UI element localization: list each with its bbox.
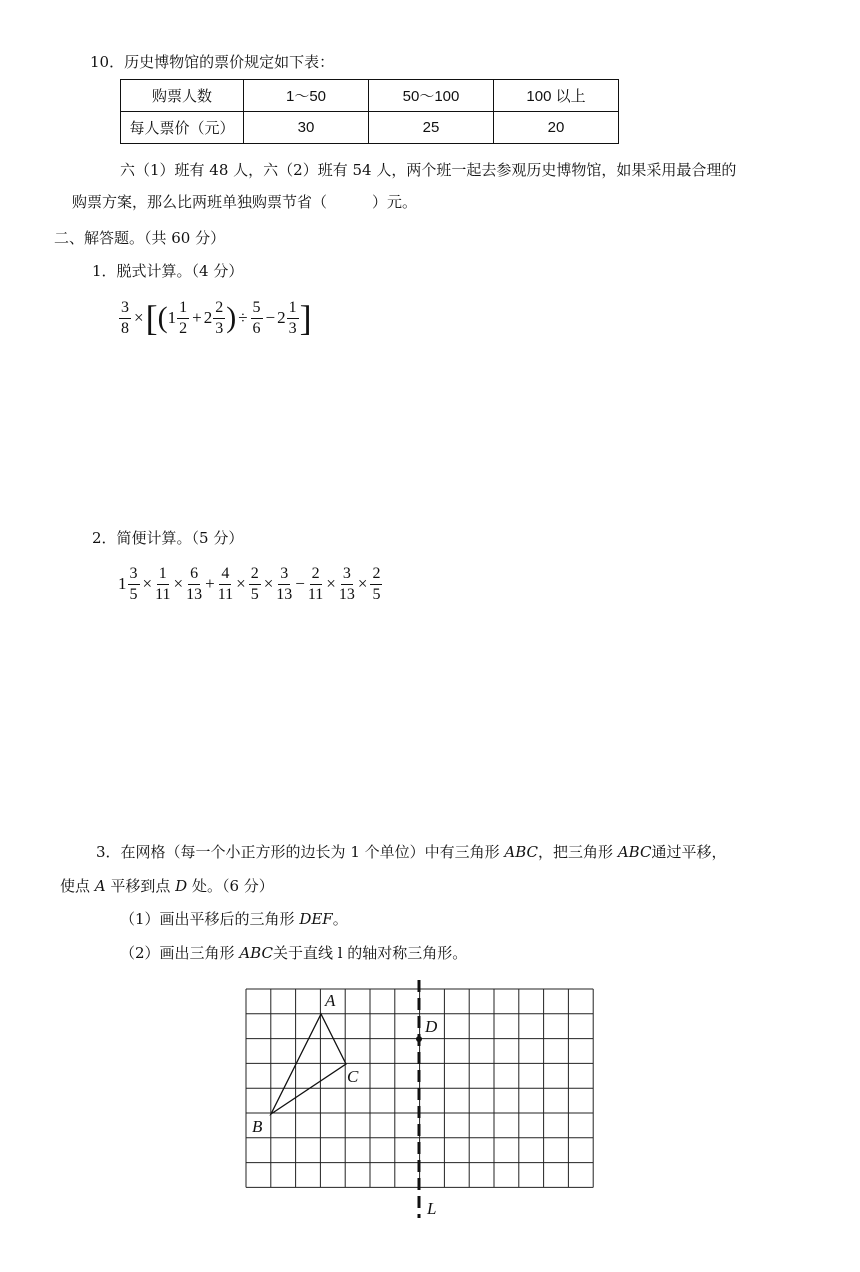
fraction: $\frac{1}{3}$: [288, 298, 297, 337]
q10-text-line1: 六（1）班有 48 人，六（2）班有 54 人，两个班一起去参观历史博物馆，如果采用最合理的: [120, 161, 737, 179]
fraction: $\frac{4}{11}$: [217, 564, 234, 603]
q3-sub2: （2）画出三角形 ABC关于直线 l 的轴对称三角形。: [120, 944, 468, 962]
q10-text-line2: 购票方案，那么比两班单独购票节省（ ）元。: [72, 193, 418, 211]
fraction: $\frac{5}{6}$: [252, 298, 261, 337]
table-cell: 50～100: [369, 80, 494, 112]
label-l: L: [427, 1199, 437, 1218]
fraction: $\frac{2}{5}$: [250, 564, 259, 603]
fraction: $\frac{1}{11}$: [155, 564, 171, 603]
q3-text-line1: 3．在网格（每一个小正方形的边长为 1 个单位）中有三角形 ABC，把三角形 ABC通过平移，: [96, 843, 727, 861]
fraction: $\frac{3}{13}$: [276, 564, 293, 603]
fraction: $\frac{2}{11}$: [307, 564, 324, 603]
label-c: C: [347, 1067, 359, 1086]
fraction: $\frac{1}{2}$: [179, 298, 188, 337]
fraction: $\frac{3}{5}$: [129, 564, 138, 603]
fraction: $\frac{3}{13}$: [338, 564, 355, 603]
table-cell: 25: [369, 112, 494, 144]
grid-lines: [246, 989, 593, 1187]
q3-text-line2: 使点 A 平移到点 D 处。（6 分）: [60, 877, 274, 895]
triangle-abc: [271, 1014, 346, 1114]
fraction: $\frac{6}{13}$: [186, 564, 203, 603]
point-d: [416, 1036, 422, 1042]
label-b: B: [252, 1117, 263, 1136]
table-row: [121, 112, 619, 144]
ticket-price-table: [120, 79, 619, 144]
table-cell: 20: [494, 112, 619, 144]
table-cell: 每人票价（元）: [121, 112, 244, 144]
section-title: 二、解答题。（共 60 分）: [54, 229, 226, 247]
q1-title: 1．脱式计算。（4 分）: [92, 262, 244, 280]
table-cell: 购票人数: [121, 80, 244, 112]
table-cell: 100 以上: [494, 80, 619, 112]
q2-expression: 1 $\frac{3}{5}$ × $\frac{1}{11}$ × $\frac{6}{13}$ + $\frac{4}{11}$ × $\frac{2}{5}$ × $\frac{3}{13}$ − $\frac{2}{11}$ × $\frac{3}{13}$ × $\frac{2}{5}$: [118, 564, 381, 603]
q1-expression: $\frac{3}{8}$ × [ ( 1 $\frac{1}{2}$ + 2 $\frac{2}{3}$ ) ÷ $\frac{5}{6}$ − 2 $\frac{1}{3}$ ]: [121, 298, 312, 338]
label-d: D: [425, 1017, 438, 1036]
table-row: [121, 80, 619, 112]
q3-sub1: （1）画出平移后的三角形 DEF。: [120, 910, 348, 928]
table-cell: 30: [244, 112, 369, 144]
fraction: $\frac{3}{8}$: [121, 298, 129, 337]
label-a: A: [325, 991, 336, 1010]
q2-title: 2．简便计算。（5 分）: [92, 529, 244, 547]
q10-intro: 10．历史博物馆的票价规定如下表：: [90, 53, 335, 71]
table-cell: 1～50: [244, 80, 369, 112]
fraction: $\frac{2}{5}$: [372, 564, 381, 603]
fraction: $\frac{2}{3}$: [215, 298, 224, 337]
